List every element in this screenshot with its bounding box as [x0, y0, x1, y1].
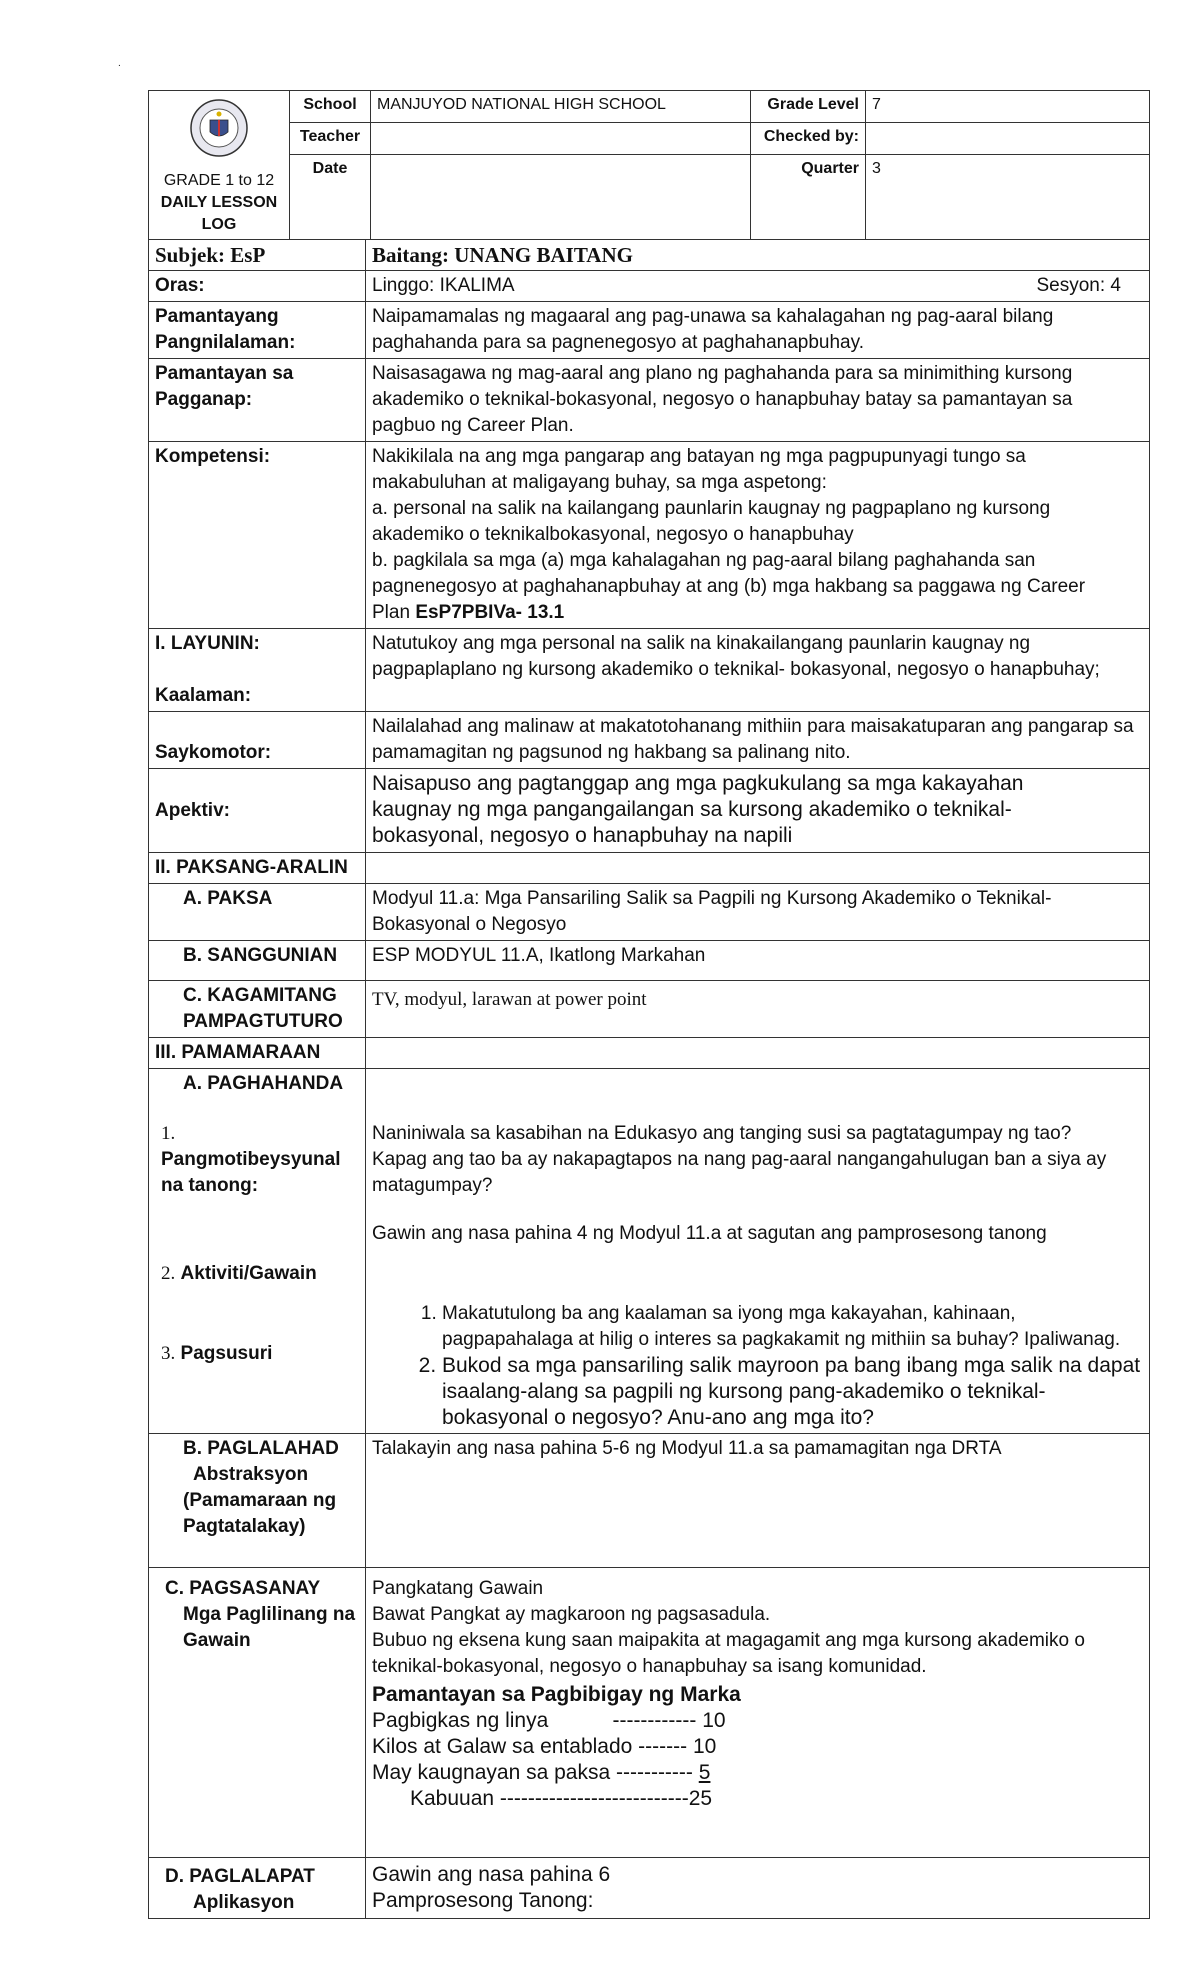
pamantayan-sa-pagganap-text: Naisasagawa ng mag-aaral ang plano ng paghahanda para sa minimithing kursong akademiko o teknikal-bokasyonal, negosyo o hanapbuhay batay sa pamantayan sa pagbuo ng Career Plan. [366, 359, 1150, 442]
sanggunian-text: ESP MODYUL 11.A, Ikatlong Markahan [366, 941, 1150, 981]
pamamaraan-empty [366, 1038, 1150, 1069]
teacher-label: Teacher [290, 123, 371, 155]
seal-caption-3: LOG [201, 216, 237, 233]
apektiv-text: Naisapuso ang pagtanggap ang mga pagkukulang sa mga kakayahan kaugnay ng mga pangangailangan sa kursong akademiko o teknikal-bokasyonal, negosyo o hanapbuhay na napili [366, 769, 1150, 853]
sanggunian-label: B. SANGGUNIAN [149, 941, 366, 981]
seal-caption-1: GRADE 1 to 12 [163, 172, 275, 189]
quarter-label: Quarter [751, 155, 866, 240]
pagsasanay-content [366, 1568, 1150, 1858]
paglalapat-line: Pamprosesong Tanong: [372, 1889, 594, 1912]
paglalahad-sublabel: (Pamamaraan ng [183, 1490, 337, 1511]
paksa-text: Modyul 11.a: Mga Pansariling Salik sa Pagpili ng Kursong Akademiko o Teknikal-Bokasyonal o Negosyo [366, 884, 1150, 941]
oras-row [366, 271, 1150, 302]
kaalaman-text: Natutukoy ang mga personal na salik na kinakailangang paunlarin kaugnay ng pagpaplaplano ng kursong akademiko o teknikal- bokasyonal, negosyo o hanapbuhay; [366, 629, 1150, 712]
q1-label: Pangmotibeysyunal na tanong: [161, 1149, 341, 1196]
q1-number: 1. [161, 1123, 176, 1144]
teacher-value [371, 123, 751, 155]
kaalaman-label: Kaalaman: [155, 685, 252, 706]
kompetensi-code: EsP7PBIVa- 13.1 [415, 602, 565, 623]
paglalapat-content [366, 1858, 1150, 1919]
paglalahad-sublabel: Pagtatalakay) [183, 1516, 306, 1537]
date-label: Date [290, 155, 371, 240]
layunin-cell [149, 629, 366, 712]
oras-label: Oras: [149, 271, 366, 302]
kompetensi-line: a. personal na salik na kailangang paunlarin kaugnay ng pagpaplano ng kursong akademiko o teknikalbokasyonal, negosyo o hanapbuhay [372, 498, 1051, 545]
paghahanda-label: A. PAGHAHANDA [183, 1073, 344, 1094]
saykomotor-cell [149, 712, 366, 769]
paksang-aralin-label: II. PAKSANG-ARALIN [149, 853, 366, 884]
pagsasanay-line: Bawat Pangkat ay magkaroon ng pagsasadula. [372, 1604, 771, 1625]
paglalapat-line: Gawin ang nasa pahina 6 [372, 1863, 611, 1886]
pamantayan-sa-pagganap-label: Pamantayan sa Pagganap: [149, 359, 366, 442]
kompetensi-line: Nakikilala na ang mga pangarap ang batayan ng mga pagpupunyagi tungo sa makabuluhan at maligayang buhay, sa mga aspetong: [372, 446, 1026, 493]
paglalahad-text: Talakayin ang nasa pahina 5-6 ng Modyul 11.a sa pamamagitan nga DRTA [366, 1434, 1150, 1568]
pagsasanay-label: C. PAGSASANAY [165, 1578, 321, 1599]
grade-level-value: 7 [866, 91, 1150, 123]
q3-label-block [155, 1341, 359, 1367]
rubric-score: 10 [692, 1735, 717, 1758]
pagsasanay-sublabel: Gawain [183, 1630, 251, 1651]
pagsasanay-line: Bubuo ng eksena kung saan maipakita at magagamit ang mga kursong akademiko o teknikal-bokasyonal, negosyo o hanapbuhay sa isang komunidad. [372, 1630, 1085, 1677]
checked-by-label: Checked by: [751, 123, 866, 155]
kompetensi-line: b. pagkilala sa mga (a) mga kahalagahan ng pag-aaral bilang paghahanda san pagnenegosyo at paghahanapbuhay at ang (b) mga hakbang sa paggawa ng Career Plan EsP7PBIVa- 13.1 [372, 550, 1086, 623]
q2-label-block [155, 1261, 359, 1287]
pagsasanay-sublabel: Mga Paglilinang na [183, 1604, 356, 1625]
seal-cell [149, 91, 290, 240]
lesson-table [148, 239, 1150, 1919]
paksang-aralin-empty [366, 853, 1150, 884]
rubric-row: May kaugnayan sa paksa ----------- 5 [372, 1761, 711, 1784]
q3-item: 2. Bukod sa mga pansariling salik mayroon pa bang ibang mga salik na dapat isaalang-alang sa pagpili ng kursong pang-akademiko o teknikal-bokasyonal o negosyo? Anu-ano ang mga ito? [442, 1353, 1143, 1431]
pagsasanay-line: Pangkatang Gawain [372, 1578, 544, 1599]
paghahanda-content [366, 1069, 1150, 1434]
pamamaraan-label: III. PAMAMARAAN [149, 1038, 366, 1069]
q2-label: Aktiviti/Gawain [180, 1263, 317, 1284]
checked-by-value [866, 123, 1150, 155]
paglalahad-cell [149, 1434, 366, 1568]
stray-mark: . [118, 58, 121, 69]
paglalapat-cell [149, 1858, 366, 1919]
q3-item: 1. Makatutulong ba ang kaalaman sa iyong mga kakayahan, kahinaan, pagpapahalaga at hilig o interes sa pagkakamit ng mithiin sa buhay? Ipaliwanag. [442, 1301, 1143, 1353]
school-value: MANJUYOD NATIONAL HIGH SCHOOL [371, 91, 751, 123]
sesyon-text: Sesyon: 4 [1036, 275, 1121, 296]
kagamitang-text: TV, modyul, larawan at power point [366, 981, 1150, 1038]
grade-level-label: Grade Level [751, 91, 866, 123]
q2-number: 2. [161, 1263, 176, 1284]
paglalahad-label: B. PAGLALAHAD [183, 1438, 339, 1459]
quarter-value: 3 [866, 155, 1150, 240]
paglalahad-sublabel: Abstraksyon [193, 1464, 309, 1485]
kagamitang-label: C. KAGAMITANG PAMPAGTUTURO [149, 981, 366, 1038]
q3-list [372, 1301, 1143, 1431]
deped-seal-icon [189, 98, 249, 158]
kompetensi-label: Kompetensi: [149, 442, 366, 629]
q3-label: Pagsusuri [180, 1343, 273, 1364]
linggo-text: Linggo: IKALIMA [372, 275, 515, 296]
rubric-score: 10 [702, 1709, 726, 1732]
date-value [371, 155, 751, 240]
kompetensi-text [366, 442, 1150, 629]
rubric-row: Pagbigkas ng linya ------------ 10 [372, 1709, 726, 1732]
paglalapat-label: D. PAGLALAPAT [165, 1866, 315, 1887]
apektiv-label: Apektiv: [149, 769, 366, 853]
pagsasanay-cell [149, 1568, 366, 1858]
saykomotor-text: Nailalahad ang malinaw at makatotohanang mithiin para maisakatuparan ang pangarap sa pamamagitan ng pagsunod ng hakbang sa palinang nito. [366, 712, 1150, 769]
subject-label: Subjek: EsP [149, 240, 366, 271]
q1-text: Naniniwala sa kasabihan na Edukasyo ang tanging susi sa pagtatagumpay ng tao? Kapag ang tao ba ay nakapagtapos na nang pag-aaral nangangahulugan ban a siya ay matagumpay? [372, 1123, 1107, 1196]
grade-level-text: Baitang: UNANG BAITANG [366, 240, 1150, 271]
rubric-title: Pamantayan sa Pagbibigay ng Marka [372, 1683, 741, 1706]
pamantayang-pangnilalaman-text: Naipamamalas ng magaaral ang pag-unawa sa kahalagahan ng pag-aaral bilang paghahanda para sa pagnenegosyo at paghahanapbuhay. [366, 302, 1150, 359]
paksa-label: A. PAKSA [149, 884, 366, 941]
seal-caption-2: DAILY LESSON [160, 194, 278, 211]
school-label: School [290, 91, 371, 123]
q3-number: 3. [161, 1343, 176, 1364]
daily-lesson-log [148, 90, 1149, 1919]
q1-label-block [155, 1121, 359, 1199]
rubric-row: Kilos at Galaw sa entablado ------- 10 [372, 1735, 717, 1758]
q2-text: Gawin ang nasa pahina 4 ng Modyul 11.a at sagutan ang pamprosesong tanong [372, 1223, 1047, 1244]
rubric-total: Kabuuan ---------------------------25 [410, 1787, 713, 1810]
header-table [148, 90, 1150, 240]
layunin-label: I. LAYUNIN: [155, 633, 260, 654]
saykomotor-label: Saykomotor: [155, 742, 272, 763]
rubric-score: 5 [698, 1761, 711, 1784]
paglalapat-sublabel: Aplikasyon [193, 1892, 295, 1913]
pamantayang-pangnilalaman-label: Pamantayang Pangnilalaman: [149, 302, 366, 359]
paghahanda-cell [149, 1069, 366, 1434]
